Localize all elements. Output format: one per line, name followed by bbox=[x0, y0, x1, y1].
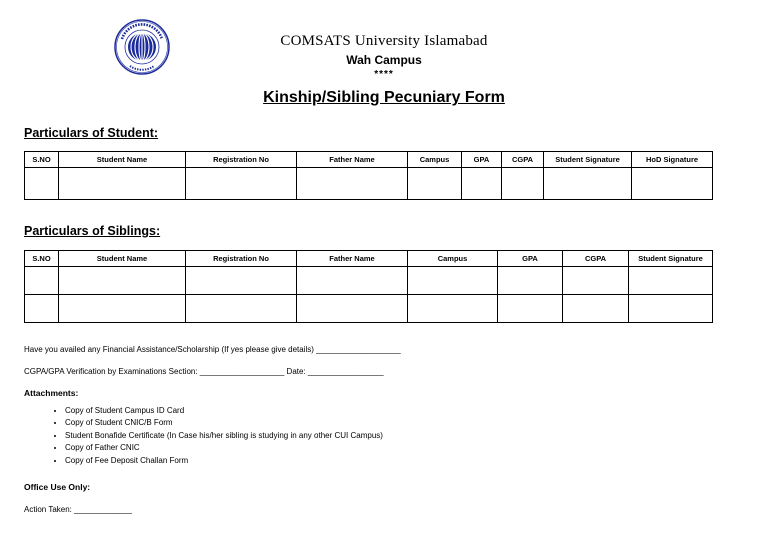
sibling-col-name: Student Name bbox=[59, 251, 186, 267]
student-col-campus: Campus bbox=[408, 152, 462, 168]
table-cell[interactable] bbox=[59, 168, 186, 200]
table-cell[interactable] bbox=[186, 295, 297, 323]
student-col-hod-signature: HoD Signature bbox=[632, 152, 713, 168]
student-table-header bbox=[25, 152, 713, 168]
table-cell[interactable] bbox=[408, 267, 498, 295]
table-cell[interactable] bbox=[297, 295, 408, 323]
attachments-title: Attachments: bbox=[24, 388, 79, 398]
table-cell[interactable] bbox=[498, 267, 563, 295]
office-use-title: Office Use Only: bbox=[24, 482, 91, 492]
sibling-col-campus: Campus bbox=[408, 251, 498, 267]
table-cell[interactable] bbox=[186, 267, 297, 295]
table-cell[interactable] bbox=[629, 267, 713, 295]
student-col-gpa: GPA bbox=[462, 152, 502, 168]
campus-name: Wah Campus bbox=[346, 53, 422, 67]
sibling-col-cgpa: CGPA bbox=[563, 251, 629, 267]
student-col-cgpa: CGPA bbox=[502, 152, 544, 168]
sibling-table bbox=[24, 250, 713, 323]
sibling-section-title: Particulars of Siblings: bbox=[24, 224, 161, 238]
sibling-table-header bbox=[25, 251, 713, 267]
table-cell[interactable] bbox=[25, 295, 59, 323]
table-cell[interactable] bbox=[408, 168, 462, 200]
sibling-col-signature: Student Signature bbox=[629, 251, 713, 267]
table-row bbox=[25, 168, 713, 200]
list-item: • Copy of Student CNIC/B Form bbox=[65, 417, 383, 429]
table-cell[interactable] bbox=[563, 267, 629, 295]
student-col-registration: Registration No bbox=[186, 152, 297, 168]
sibling-col-father: Father Name bbox=[297, 251, 408, 267]
sibling-col-gpa: GPA bbox=[498, 251, 563, 267]
table-cell[interactable] bbox=[498, 295, 563, 323]
student-section-title: Particulars of Student: bbox=[24, 126, 159, 140]
attachments-list bbox=[52, 405, 383, 467]
verification-line[interactable]: CGPA/GPA Verification by Examinations Section: ___________________ Date: _________________ bbox=[24, 367, 384, 376]
table-cell[interactable] bbox=[297, 267, 408, 295]
table-cell[interactable] bbox=[25, 267, 59, 295]
student-table bbox=[24, 151, 713, 200]
table-cell[interactable] bbox=[297, 168, 408, 200]
list-item: • Copy of Father CNIC bbox=[65, 442, 383, 454]
header-stars: **** bbox=[374, 69, 394, 80]
table-cell[interactable] bbox=[563, 295, 629, 323]
table-cell[interactable] bbox=[632, 168, 713, 200]
sibling-col-registration: Registration No bbox=[186, 251, 297, 267]
sibling-col-sno: S.NO bbox=[25, 251, 59, 267]
table-cell[interactable] bbox=[544, 168, 632, 200]
list-item: • Student Bonafide Certificate (In Case his/her sibling is studying in any other CUI Campus) bbox=[65, 430, 383, 442]
table-cell[interactable] bbox=[462, 168, 502, 200]
student-col-sno: S.NO bbox=[25, 152, 59, 168]
student-col-name: Student Name bbox=[59, 152, 186, 168]
table-row bbox=[25, 267, 713, 295]
table-cell[interactable] bbox=[59, 267, 186, 295]
student-col-signature: Student Signature bbox=[544, 152, 632, 168]
university-name: COMSATS University Islamabad bbox=[280, 33, 488, 49]
table-cell[interactable] bbox=[186, 168, 297, 200]
form-title: Kinship/Sibling Pecuniary Form bbox=[263, 89, 505, 106]
table-cell[interactable] bbox=[408, 295, 498, 323]
student-col-father: Father Name bbox=[297, 152, 408, 168]
list-item: • Copy of Student Campus ID Card bbox=[65, 405, 383, 417]
table-cell[interactable] bbox=[502, 168, 544, 200]
table-cell[interactable] bbox=[25, 168, 59, 200]
list-item: • Copy of Fee Deposit Challan Form bbox=[65, 455, 383, 467]
table-cell[interactable] bbox=[629, 295, 713, 323]
table-cell[interactable] bbox=[59, 295, 186, 323]
financial-assistance-question[interactable]: Have you availed any Financial Assistance/Scholarship (If yes please give details) ___________________ bbox=[24, 345, 401, 354]
action-taken-line[interactable]: Action Taken: _____________ bbox=[24, 505, 132, 514]
table-row bbox=[25, 295, 713, 323]
